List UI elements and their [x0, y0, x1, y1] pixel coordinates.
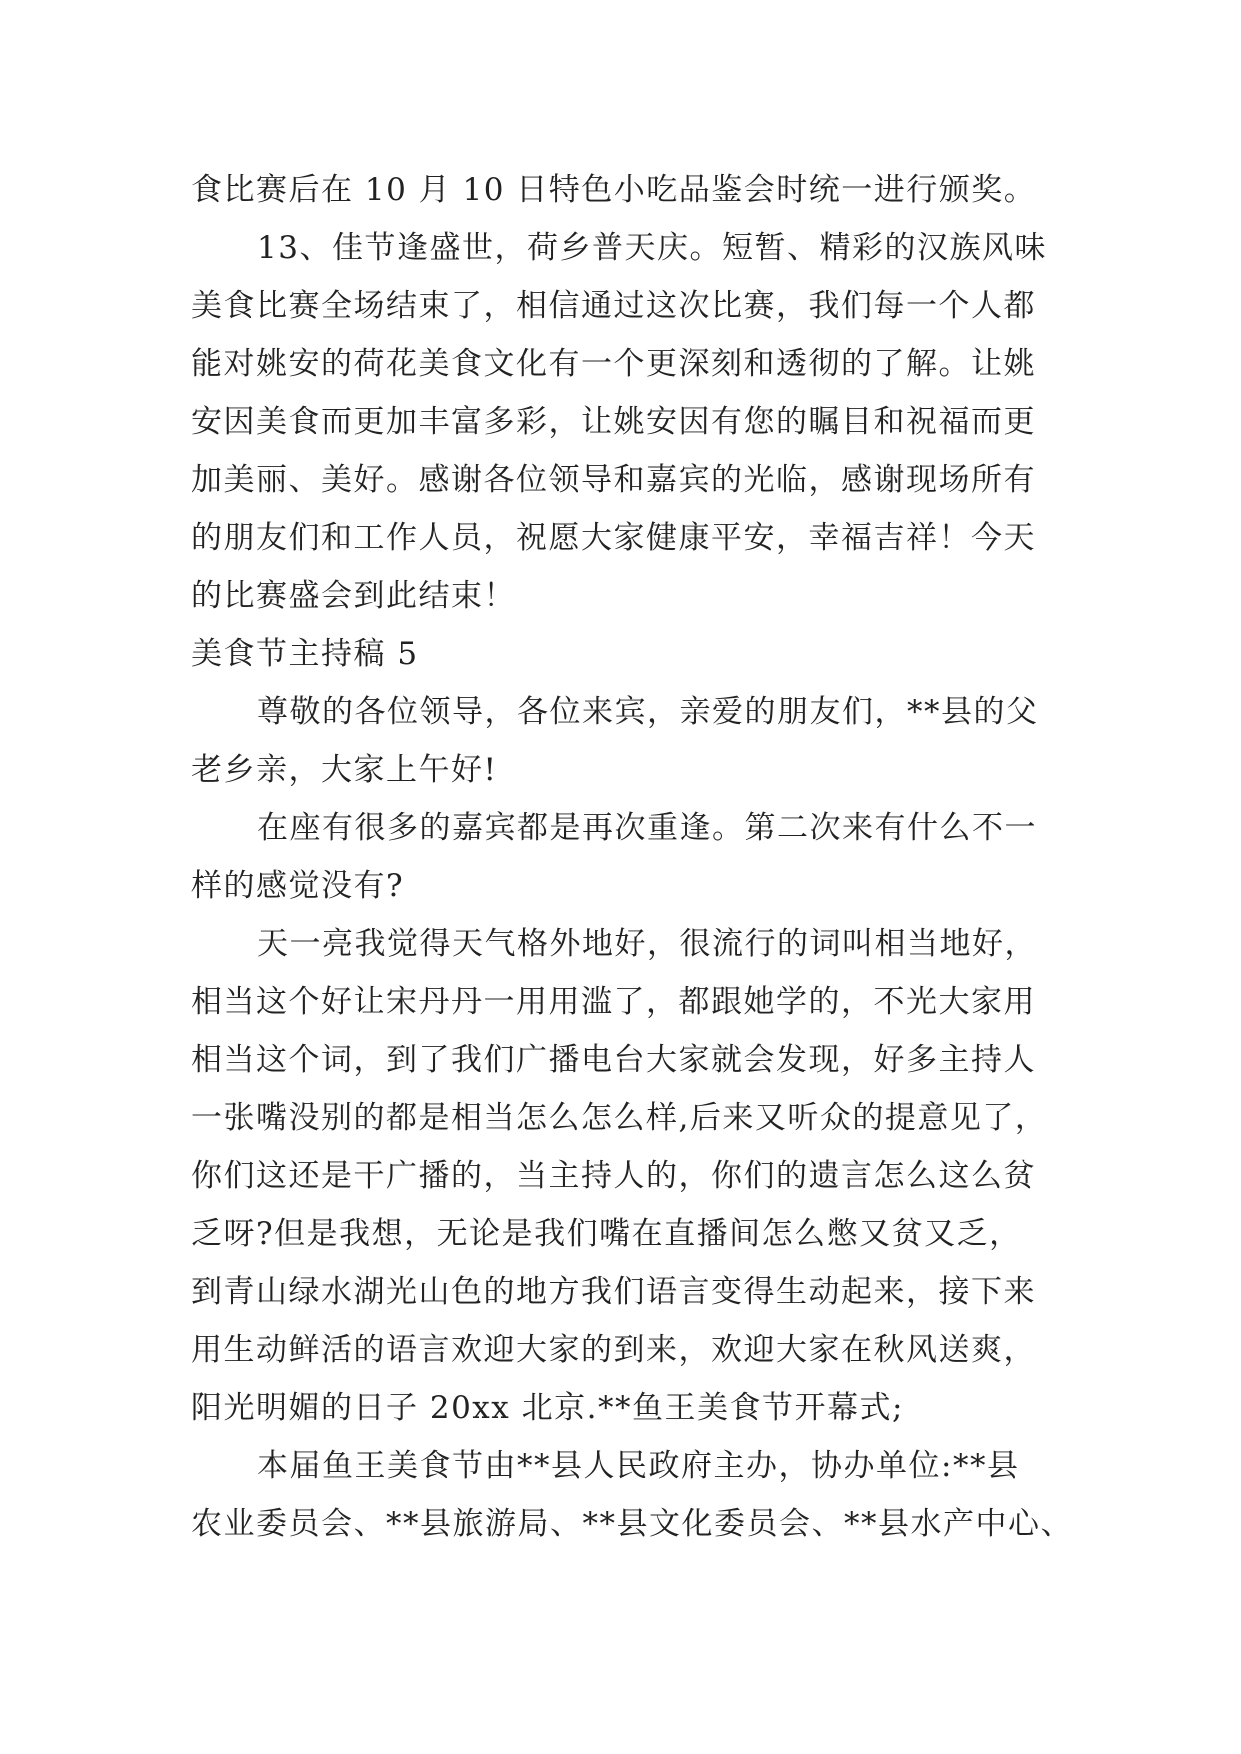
text-line: 美食比赛全场结束了，相信通过这次比赛，我们每一个人都 — [191, 288, 1036, 324]
paragraph-start-line: 在座有很多的嘉宾都是再次重逢。第二次来有什么不一 — [257, 810, 1037, 846]
text-line: 农业委员会、**县旅游局、**县文化委员会、**县水产中心、 — [191, 1506, 1073, 1542]
paragraph-start-line: 本届鱼王美食节由**县人民政府主办，协办单位:**县 — [257, 1448, 1020, 1484]
document-body — [191, 161, 1073, 1553]
text-line: 食比赛后在 10 月 10 日特色小吃品鉴会时统一进行颁奖。 — [191, 172, 1037, 208]
text-line: 乏呀?但是我想，无论是我们嘴在直播间怎么憋又贫又乏， — [191, 1216, 1022, 1252]
text-line: 用生动鲜活的语言欢迎大家的到来，欢迎大家在秋风送爽， — [191, 1332, 1036, 1368]
text-line: 样的感觉没有? — [191, 868, 405, 904]
text-line: 相当这个好让宋丹丹一用用滥了，都跟她学的，不光大家用 — [191, 984, 1036, 1020]
text-line: 安因美食而更加丰富多彩，让姚安因有您的瞩目和祝福而更 — [191, 404, 1036, 440]
text-line: 的比赛盛会到此结束！ — [191, 578, 516, 614]
text-line: 你们这还是干广播的，当主持人的，你们的遗言怎么这么贫 — [191, 1158, 1036, 1194]
paragraph-start-line: 13、佳节逢盛世，荷乡普天庆。短暂、精彩的汉族风味 — [257, 230, 1047, 266]
text-line: 相当这个词，到了我们广播电台大家就会发现，好多主持人 — [191, 1042, 1036, 1078]
text-line: 能对姚安的荷花美食文化有一个更深刻和透彻的了解。让姚 — [191, 346, 1036, 382]
text-line: 一张嘴没别的都是相当怎么怎么样,后来又听众的提意见了， — [191, 1100, 1048, 1136]
paragraph-start-line: 尊敬的各位领导，各位来宾，亲爱的朋友们，**县的父 — [257, 694, 1039, 730]
text-line: 的朋友们和工作人员，祝愿大家健康平安，幸福吉祥！今天 — [191, 520, 1036, 556]
text-line: 阳光明媚的日子 20xx 北京.**鱼王美食节开幕式; — [191, 1390, 904, 1426]
paragraph-start-line: 天一亮我觉得天气格外地好，很流行的词叫相当地好， — [257, 926, 1037, 962]
text-line: 加美丽、美好。感谢各位领导和嘉宾的光临，感谢现场所有 — [191, 462, 1036, 498]
text-line: 到青山绿水湖光山色的地方我们语言变得生动起来，接下来 — [191, 1274, 1036, 1310]
section-heading: 美食节主持稿 5 — [191, 636, 419, 672]
text-line: 老乡亲，大家上午好! — [191, 752, 498, 788]
